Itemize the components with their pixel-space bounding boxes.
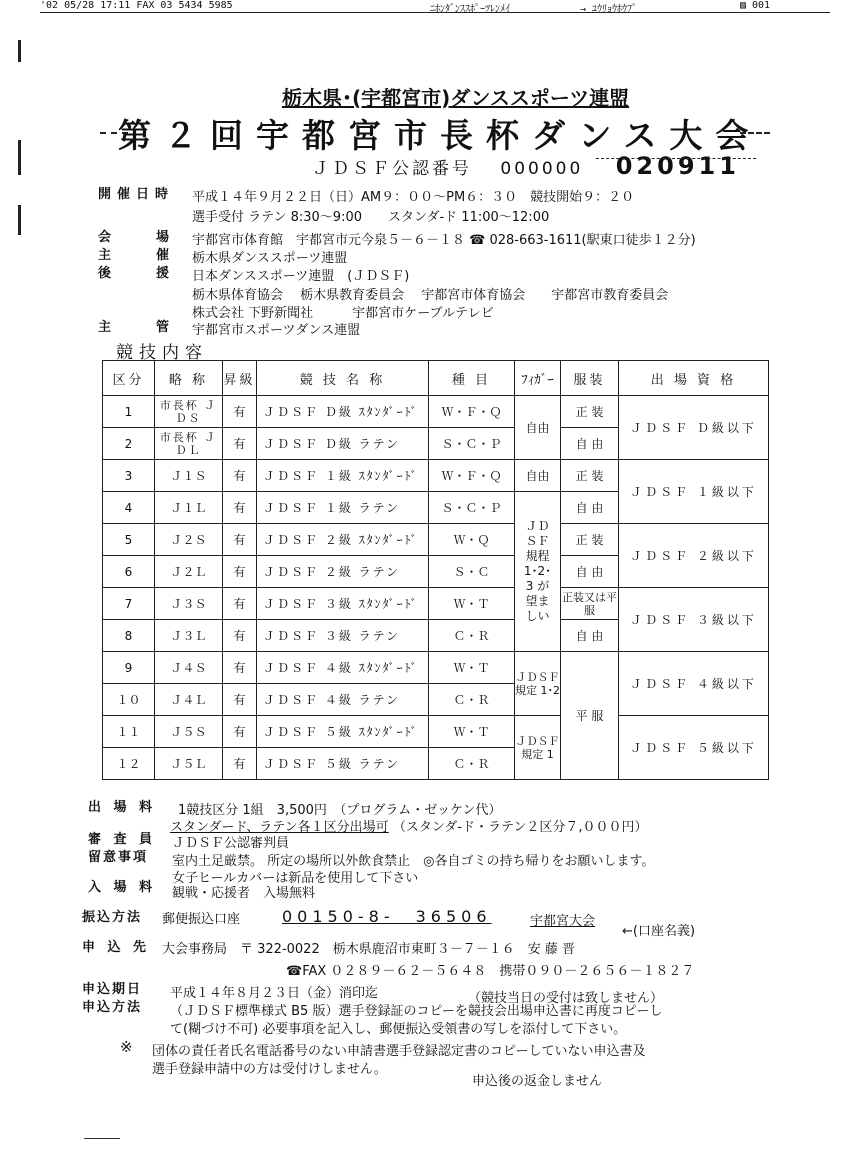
remark-mark: ※ xyxy=(120,1038,133,1056)
dances: Ｗ・Ｔ xyxy=(429,588,515,620)
fax-receiver: → ﾕｳﾘｮｳﾎｳﾌﾟ xyxy=(580,4,638,15)
division-number: １１ xyxy=(103,716,155,748)
promotion: 有 xyxy=(223,524,257,556)
footer-mark xyxy=(84,1138,120,1139)
abbreviation: Ｊ３Ｌ xyxy=(155,620,223,652)
dances: Ｗ・Ｔ xyxy=(429,652,515,684)
dress: 正 装 xyxy=(561,460,619,492)
dress: 正装又は平服 xyxy=(561,588,619,620)
figure-rule: ＪＤＳＦ 規定 1･2 xyxy=(515,652,561,716)
abbreviation: 市長杯 ＪＤＳ xyxy=(155,396,223,428)
dances: Ｃ・Ｒ xyxy=(429,748,515,780)
qualification: ＪＤＳＦ ４級以下 xyxy=(619,652,769,716)
promotion: 有 xyxy=(223,556,257,588)
table-row xyxy=(103,716,769,748)
transfer-note: ←(口座名義) xyxy=(622,924,696,939)
abbreviation: Ｊ１Ｓ xyxy=(155,460,223,492)
promotion: 有 xyxy=(223,588,257,620)
dances: Ｗ・Ｆ・Ｑ xyxy=(429,396,515,428)
promotion: 有 xyxy=(223,492,257,524)
event-name: ＪＤＳＦ ２級 ｽﾀﾝﾀﾞｰﾄﾞ xyxy=(257,524,429,556)
title-dash-right xyxy=(740,132,770,134)
info-label-organizer: 主 管 xyxy=(98,320,186,335)
fax-sender: ﾆﾎﾝﾀﾞﾝｽｽﾎﾟｰﾂﾚﾝﾒｲ xyxy=(430,4,510,15)
promotion: 有 xyxy=(223,428,257,460)
event-name: ＪＤＳＦ Ｄ級 ラテン xyxy=(257,428,429,460)
competition-section-title: 競技内容 xyxy=(116,343,208,363)
info-date-line2: 選手受付 ラテン 8:30～9:00 スタンダ-ド 11:00～12:00 xyxy=(192,210,550,225)
remark-line2: 選手登録申請中の方は受付けしません。 xyxy=(152,1062,387,1077)
figure-rule: 自由 xyxy=(515,460,561,492)
fee-line2-main: スタンダード、ラテン各１区分出場可 xyxy=(170,820,389,835)
info-support-line2: 栃木県体育協会 栃木県教育委員会 宇都宮市体育協会 宇都宮市教育委員会 xyxy=(192,288,669,303)
header-dances: 種 目 xyxy=(429,361,515,396)
method-line2: て(糊づけ不可) 必要事項を記入し、郵便振込受領書の写しを添付して下さい。 xyxy=(170,1022,627,1037)
fax-page-icon: ▨ xyxy=(740,0,747,11)
judges-label: 審 査 員 xyxy=(88,832,157,847)
table-row xyxy=(103,588,769,620)
deadline: 平成１４年８月２３日（金）消印迄 xyxy=(170,986,379,1001)
promotion: 有 xyxy=(223,620,257,652)
organization-name: 栃木県･(宇都宮市)ダンススポーツ連盟 xyxy=(282,86,630,110)
abbreviation: Ｊ５Ｓ xyxy=(155,716,223,748)
header-dress: 服装 xyxy=(561,361,619,396)
figure-rule: ＪＤＳＦ 規定 1 xyxy=(515,716,561,780)
notes-line2: 女子ヒールカバーは新品を使用して下さい xyxy=(172,871,419,886)
qualification: ＪＤＳＦ Ｄ級以下 xyxy=(619,396,769,460)
notes-label: 留意事項 xyxy=(88,850,149,865)
qualification: ＪＤＳＦ ３級以下 xyxy=(619,588,769,652)
abbreviation: Ｊ２Ｓ xyxy=(155,524,223,556)
transfer-name: 宇都宮大会 xyxy=(530,914,596,929)
deadline-note: （競技当日の受付は致しません） xyxy=(468,991,664,1006)
deadline-label: 申込期日 xyxy=(82,982,143,997)
fee-line2-note: （スタンダ-ド・ラテン２区分７,０００円） xyxy=(392,820,648,835)
division-number: １２ xyxy=(103,748,155,780)
event-name: ＪＤＳＦ ４級 ｽﾀﾝﾀﾞｰﾄﾞ xyxy=(257,652,429,684)
event-name: ＪＤＳＦ ４級 ラテン xyxy=(257,684,429,716)
event-name: ＪＤＳＦ ２級 ラテン xyxy=(257,556,429,588)
admission-label: 入 場 料 xyxy=(88,880,157,895)
page-title: 第２回宇都宮市長杯ダンス大会 xyxy=(118,116,762,155)
dances: Ｃ・Ｒ xyxy=(429,684,515,716)
event-name: ＪＤＳＦ Ｄ級 ｽﾀﾝﾀﾞｰﾄﾞ xyxy=(257,396,429,428)
info-label-host: 主 催 xyxy=(98,248,186,263)
table-row xyxy=(103,652,769,684)
header-event-name: 競 技 名 称 xyxy=(257,361,429,396)
event-name: ＪＤＳＦ ３級 ラテン xyxy=(257,620,429,652)
division-number: 1 xyxy=(103,396,155,428)
header-abbreviation: 略 称 xyxy=(155,361,223,396)
division-number: １０ xyxy=(103,684,155,716)
table-row xyxy=(103,396,769,428)
notes-line1: 室内土足厳禁。 所定の場所以外飲食禁止 ◎各自ゴミの持ち帰りをお願いします。 xyxy=(172,854,655,869)
event-name: ＪＤＳＦ １級 ラテン xyxy=(257,492,429,524)
dances: Ｓ・Ｃ xyxy=(429,556,515,588)
transfer-account: 00150-8- 36506 xyxy=(282,907,492,926)
dances: Ｃ・Ｒ xyxy=(429,620,515,652)
table-header-row xyxy=(103,361,769,396)
transfer-prefix: 郵便振込口座 xyxy=(162,912,241,927)
info-host: 栃木県ダンススポーツ連盟 xyxy=(192,251,348,266)
remark-line3: 申込後の返金しません xyxy=(472,1074,603,1089)
apply-office: 大会事務局 〒 322-0022 栃木県鹿沼市東町３－７－１６ 安 藤 晋 xyxy=(162,942,575,957)
registration-placeholder: 000000 xyxy=(500,159,584,179)
table-row xyxy=(103,460,769,492)
scan-mark xyxy=(18,205,21,235)
header-qualification: 出 場 資 格 xyxy=(619,361,769,396)
abbreviation: Ｊ４Ｓ xyxy=(155,652,223,684)
fax-header xyxy=(0,0,864,15)
abbreviation: Ｊ５Ｌ xyxy=(155,748,223,780)
judges: ＪＤＳＦ公認審判員 xyxy=(172,836,290,851)
division-number: 4 xyxy=(103,492,155,524)
method-line1: （ＪＤＳＦ標準様式 B5 版）選手登録証のコピーを競技会出場申込書に再度コピーし xyxy=(170,1004,663,1019)
scan-mark xyxy=(18,40,21,62)
event-name: ＪＤＳＦ ５級 ラテン xyxy=(257,748,429,780)
promotion: 有 xyxy=(223,652,257,684)
dress: 正 装 xyxy=(561,396,619,428)
fax-divider xyxy=(40,12,830,13)
dances: Ｗ・Ｆ・Ｑ xyxy=(429,460,515,492)
info-venue: 宇都宮市体育館 宇都宮市元今泉５－６－１８ ☎ 028-663-1611(駅東口徒歩１２分) xyxy=(192,233,696,248)
promotion: 有 xyxy=(223,716,257,748)
dress: 平 服 xyxy=(561,652,619,780)
info-date-line1: 平成１４年９月２２日（日）AM９：００～PM６：３０ 競技開始９：２０ xyxy=(192,190,635,205)
fax-page: 001 xyxy=(752,0,771,11)
dances: Ｗ・Ｔ xyxy=(429,716,515,748)
registration-label: ＪＤＳＦ公認番号 xyxy=(312,159,472,179)
registration-dash xyxy=(596,158,756,159)
scan-mark xyxy=(18,140,21,175)
abbreviation: 市長杯 ＪＤＬ xyxy=(155,428,223,460)
fee-label: 出 場 料 xyxy=(88,800,157,815)
apply-phone: ☎FAX ０２８９－６２－５６４８ 携帯０９０－２６５６－１８２７ xyxy=(286,964,695,979)
dances: Ｓ・Ｃ・Ｐ xyxy=(429,492,515,524)
abbreviation: Ｊ３Ｓ xyxy=(155,588,223,620)
fee-line1: 1競技区分 1組 3,500円 （プログラム・ゼッケン代） xyxy=(178,803,502,818)
dress: 自 由 xyxy=(561,428,619,460)
qualification: ＪＤＳＦ ２級以下 xyxy=(619,524,769,588)
admission: 観戦・応援者 入場無料 xyxy=(172,886,316,901)
transfer-label: 振込方法 xyxy=(82,910,143,925)
promotion: 有 xyxy=(223,684,257,716)
info-organizer: 宇都宮市スポーツダンス連盟 xyxy=(192,323,361,338)
abbreviation: Ｊ１Ｌ xyxy=(155,492,223,524)
division-number: 5 xyxy=(103,524,155,556)
dress: 自 由 xyxy=(561,556,619,588)
event-name: ＪＤＳＦ ３級 ｽﾀﾝﾀﾞｰﾄﾞ xyxy=(257,588,429,620)
figure-rule: 自由 xyxy=(515,396,561,460)
division-number: 3 xyxy=(103,460,155,492)
promotion: 有 xyxy=(223,396,257,428)
dress: 自 由 xyxy=(561,492,619,524)
promotion: 有 xyxy=(223,748,257,780)
info-label-date: 開催日時 xyxy=(98,187,175,202)
header-division: 区分 xyxy=(103,361,155,396)
abbreviation: Ｊ４Ｌ xyxy=(155,684,223,716)
dress: 正 装 xyxy=(561,524,619,556)
qualification: ＪＤＳＦ ５級以下 xyxy=(619,716,769,780)
header-promotion: 昇級 xyxy=(223,361,257,396)
info-label-venue: 会 場 xyxy=(98,230,186,245)
registration-number: 020911 xyxy=(615,152,740,180)
table-row xyxy=(103,524,769,556)
remark-line1: 団体の責任者氏名電話番号のない申請書選手登録認定書のコピーしていない申込書及 xyxy=(152,1044,646,1059)
event-name: ＪＤＳＦ ５級 ｽﾀﾝﾀﾞｰﾄﾞ xyxy=(257,716,429,748)
abbreviation: Ｊ２Ｌ xyxy=(155,556,223,588)
division-number: 2 xyxy=(103,428,155,460)
info-label-support: 後 援 xyxy=(98,266,186,281)
fax-datetime: '02 05/28 17:11 FAX 03 5434 5985 xyxy=(40,0,233,11)
qualification: ＪＤＳＦ １級以下 xyxy=(619,460,769,524)
info-support-line1: 日本ダンススポーツ連盟 (ＪＤＳＦ) xyxy=(192,269,410,284)
dances: Ｗ・Ｑ xyxy=(429,524,515,556)
method-label: 申込方法 xyxy=(82,1000,143,1015)
division-number: 8 xyxy=(103,620,155,652)
dress: 自 由 xyxy=(561,620,619,652)
division-number: 7 xyxy=(103,588,155,620)
header-figure: ﾌｨｶﾞｰ xyxy=(515,361,561,396)
competition-table xyxy=(102,360,769,780)
division-number: 9 xyxy=(103,652,155,684)
figure-rule: ＪＤＳＦ 規程 1･2･3 が 望ましい xyxy=(515,492,561,652)
apply-label: 申 込 先 xyxy=(82,940,151,955)
dances: Ｓ・Ｃ・Ｐ xyxy=(429,428,515,460)
registration-line xyxy=(312,152,740,180)
division-number: 6 xyxy=(103,556,155,588)
promotion: 有 xyxy=(223,460,257,492)
event-name: ＪＤＳＦ １級 ｽﾀﾝﾀﾞｰﾄﾞ xyxy=(257,460,429,492)
info-support-line3: 株式会社 下野新聞社 宇都宮市ケーブルテレビ xyxy=(192,306,494,321)
